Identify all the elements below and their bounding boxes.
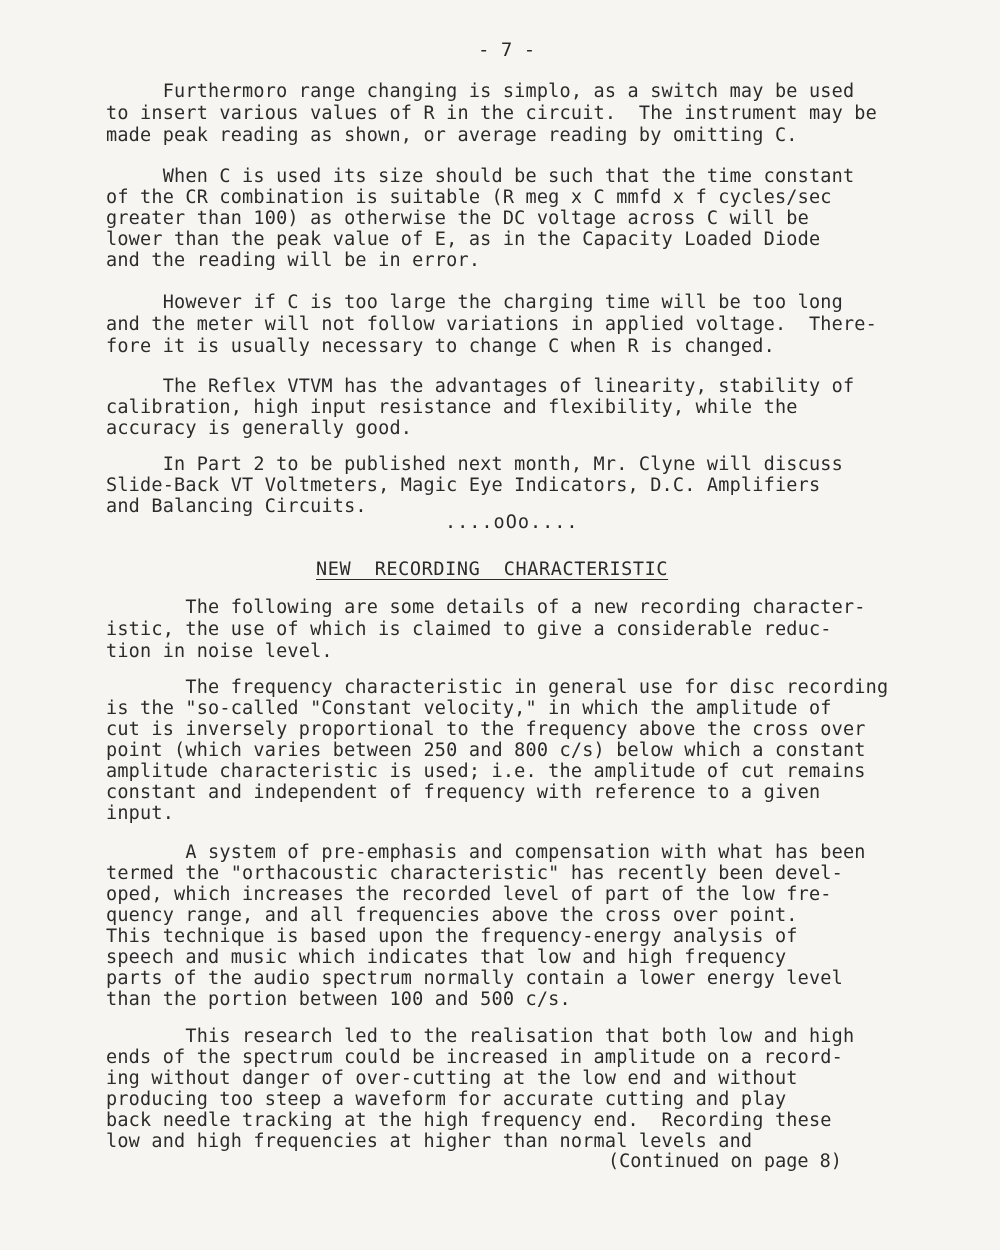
text-line: The Reflex VTVM has the advantages of linearity, stability of — [106, 376, 855, 397]
text-line: This research led to the realisation that both low and high — [106, 1026, 855, 1047]
text-line: istic, the use of which is claimed to give a considerable reduc- — [106, 619, 832, 640]
text-line: accuracy is generally good. — [106, 418, 413, 439]
text-line: is the "so-called "Constant velocity," in which the amplitude of — [106, 698, 832, 719]
text-line: input. — [106, 803, 175, 824]
text-line: producing too steep a waveform for accurate cutting and play — [106, 1089, 787, 1110]
text-line: ing without danger of over-cutting at the low end and without — [106, 1068, 798, 1089]
text-line: and the reading will be in error. — [106, 250, 481, 271]
text-line: constant and independent of frequency with reference to a given — [106, 782, 821, 803]
text-line: Slide-Back VT Voltmeters, Magic Eye Indicators, D.C. Amplifiers — [106, 475, 821, 496]
text-line: calibration, high input resistance and flexibility, while the — [106, 397, 798, 418]
text-line: cut is inversely proportional to the frequency above the cross over — [106, 719, 866, 740]
text-line: However if C is too large the charging time will be too long — [106, 292, 843, 313]
continued-note: (Continued on page 8) — [608, 1151, 842, 1172]
text-line: In Part 2 to be published next month, Mr. Clyne will discuss — [106, 454, 843, 475]
text-line: low and high frequencies at higher than normal levels and — [106, 1131, 753, 1152]
text-line: lower than the peak value of E, as in the Capacity Loaded Diode — [106, 229, 821, 250]
text-line: oped, which increases the recorded level of part of the low fre- — [106, 884, 832, 905]
text-line: and Balancing Circuits. — [106, 496, 367, 517]
text-line: made peak reading as shown, or average reading by omitting C. — [106, 125, 798, 146]
text-line: This technique is based upon the frequency-energy analysis of — [106, 926, 798, 947]
section-heading: NEW RECORDING CHARACTERISTIC — [316, 559, 669, 580]
text-line: than the portion between 100 and 500 c/s. — [106, 989, 571, 1010]
text-line: to insert various values of R in the circuit. The instrument may be — [106, 103, 877, 124]
text-line: and the meter will not follow variations in applied voltage. There- — [106, 314, 877, 335]
text-line: of the CR combination is suitable (R meg x C mmfd x f cycles/sec — [106, 187, 832, 208]
text-line: The following are some details of a new recording character- — [106, 597, 866, 618]
text-line: parts of the audio spectrum normally contain a lower energy level — [106, 968, 843, 989]
text-line: tion in noise level. — [106, 641, 333, 662]
text-line: The frequency characteristic in general use for disc recording — [106, 677, 889, 698]
section-separator: ....oOo.... — [445, 512, 579, 533]
page-number: - 7 - — [478, 39, 536, 61]
text-line: amplitude characteristic is used; i.e. the amplitude of cut remains — [106, 761, 866, 782]
text-line: greater than 100) as otherwise the DC voltage across C will be — [106, 208, 809, 229]
text-line: speech and music which indicates that low and high frequency — [106, 947, 787, 968]
text-line: point (which varies between 250 and 800 c/s) below which a constant — [106, 740, 866, 761]
text-line: fore it is usually necessary to change C when R is changed. — [106, 336, 775, 357]
text-line: ends of the spectrum could be increased in amplitude on a record- — [106, 1047, 843, 1068]
text-line: quency range, and all frequencies above the cross over point. — [106, 905, 798, 926]
text-line: back needle tracking at the high frequency end. Recording these — [106, 1110, 832, 1131]
text-line: termed the "orthacoustic characteristic" has recently been devel- — [106, 863, 843, 884]
text-line: A system of pre-emphasis and compensation with what has been — [106, 842, 866, 863]
text-line: When C is used its size should be such that the time constant — [106, 166, 855, 187]
text-line: Furthermoro range changing is simplo, as a switch may be used — [106, 81, 855, 102]
